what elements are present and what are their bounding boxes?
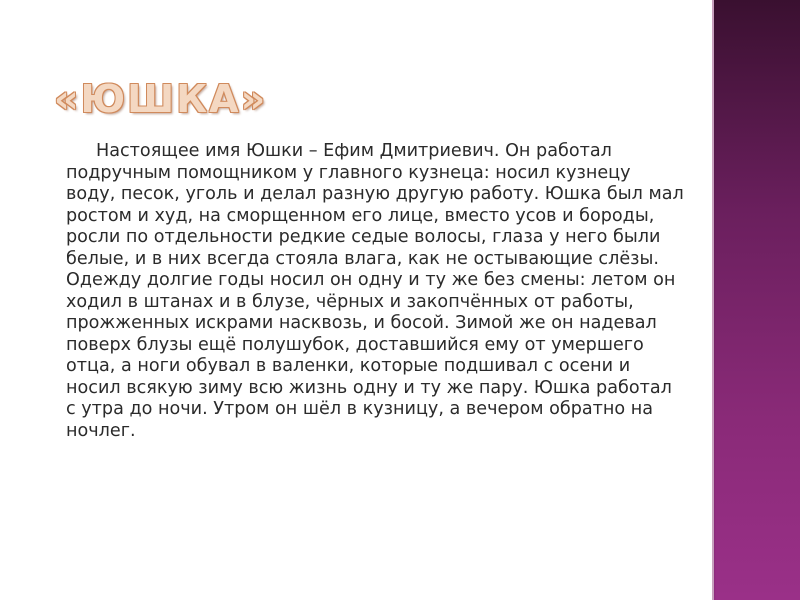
slide-title: «ЮШКА» [54,77,268,121]
decorative-side-panel [712,0,800,600]
slide-body-text: Настоящее имя Юшки – Ефим Дмитриевич. Он работал подручным помощником у главного кузнеца: носил кузнецу воду, песок, уголь и делал разную другую работу. Юшка был мал ростом и худ, на сморщенном его лице, вместо усов и бороды, росли по отдельности редкие седые волосы, глаза у него были белые, и в них всегда стояла влага, как не остывающие слёзы. Одежду долгие годы носил он одну и ту же без смены: летом он ходил в штанах и в блузе, чёрных и закопчённых от работы, прожженных искрами насквозь, и босой. Зимой же он надевал поверх блузы ещё полушубок, доставшийся ему от умершего отца, а ноги обувал в валенки, которые подшивал с осени и носил всякую зиму всю жизнь одну и ту же пару. Юшка работал с утра до ночи. Утром он шёл в кузницу, а вечером обратно на ночлег. [66,141,684,441]
